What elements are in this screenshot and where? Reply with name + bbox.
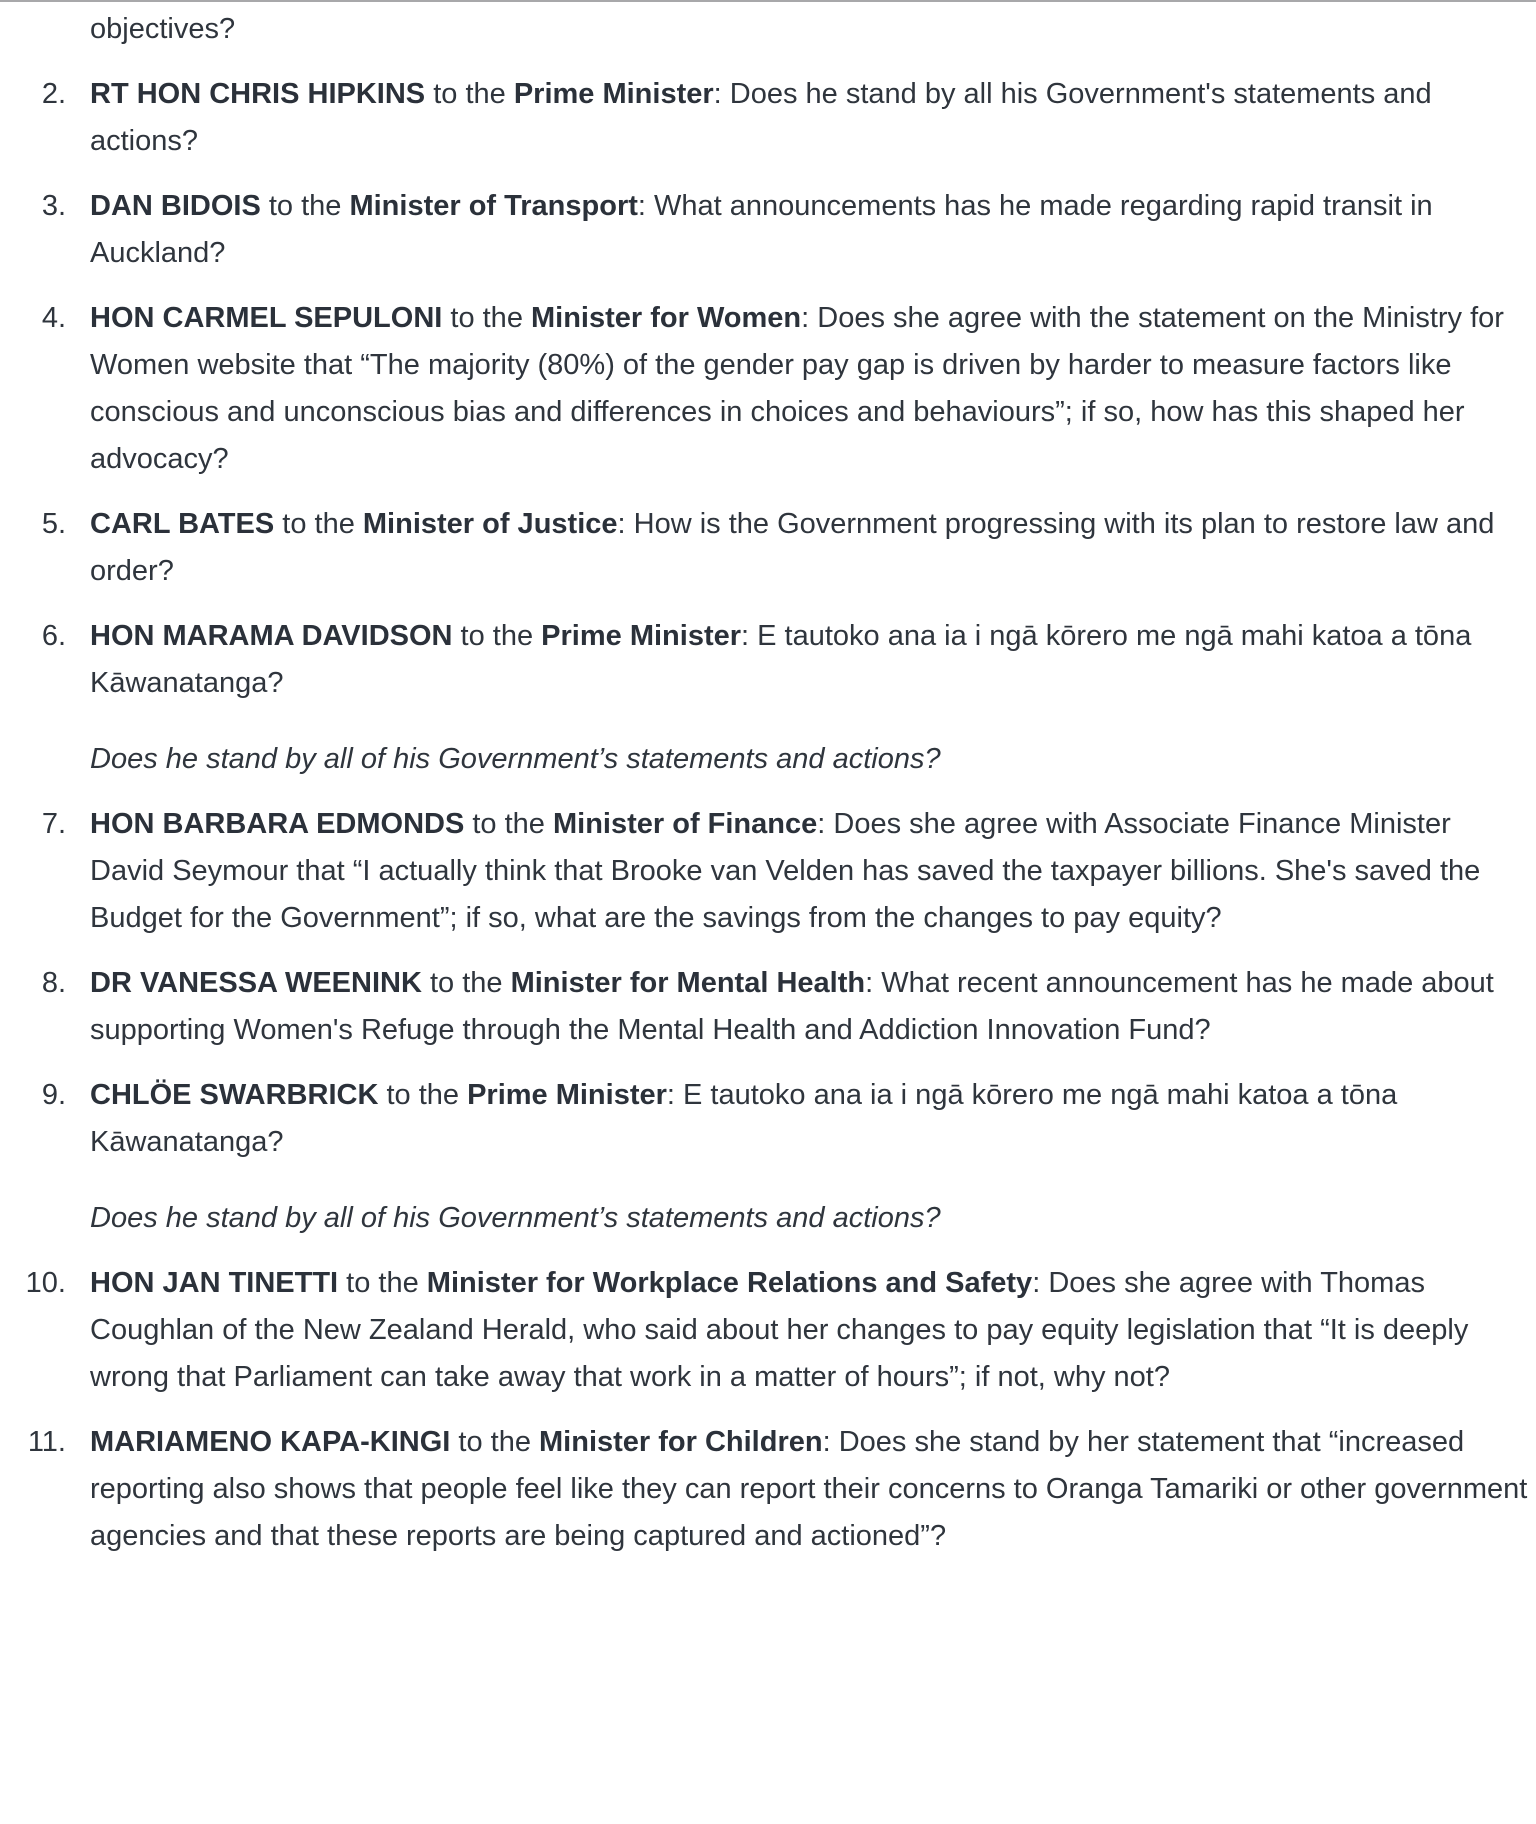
question-minister: Prime Minister bbox=[467, 1079, 667, 1111]
question-translation bbox=[90, 736, 1530, 783]
question-body: Does she stand by her statement that “increased reporting also shows that people feel like they can report their concerns to Oranga Tamariki or other government agencies and that these reports are being captured and actioned”? bbox=[90, 1426, 1528, 1552]
question-colon: : bbox=[822, 1426, 839, 1458]
question-number: 11. bbox=[27, 1426, 66, 1458]
top-divider bbox=[0, 0, 1536, 2]
question-asker: RT HON CHRIS HIPKINS bbox=[90, 78, 426, 110]
question-colon: : bbox=[637, 190, 655, 222]
question-item-6 bbox=[0, 613, 1536, 783]
question-colon: : bbox=[666, 1079, 684, 1111]
question-asker: HON JAN TINETTI bbox=[90, 1267, 339, 1299]
question-number: 4. bbox=[41, 302, 66, 334]
question-text bbox=[90, 1419, 1530, 1560]
question-colon: : bbox=[713, 78, 730, 110]
question-text bbox=[90, 801, 1530, 942]
question-number: 9. bbox=[41, 1079, 66, 1111]
question-body: E tautoko ana ia i ngā kōrero me ngā mahi katoa a tōna Kāwanatanga? bbox=[90, 1079, 1398, 1158]
question-asker: HON BARBARA EDMONDS bbox=[90, 808, 465, 840]
question-item-5 bbox=[0, 501, 1536, 595]
question-number: 8. bbox=[41, 967, 66, 999]
question-connector: to the bbox=[260, 190, 350, 222]
question-minister: Minister for Children bbox=[539, 1426, 823, 1458]
question-asker: MARIAMENO KAPA-KINGI bbox=[90, 1426, 451, 1458]
question-number: 10. bbox=[25, 1267, 66, 1299]
question-minister: Minister for Workplace Relations and Safety bbox=[426, 1267, 1033, 1299]
question-number: 7. bbox=[41, 808, 66, 840]
question-connector: to the bbox=[338, 1267, 427, 1299]
question-text bbox=[90, 295, 1530, 483]
question-connector: to the bbox=[274, 508, 363, 540]
question-item-1-continuation bbox=[0, 6, 1536, 53]
question-number: 3. bbox=[41, 190, 66, 222]
question-asker: DAN BIDOIS bbox=[90, 190, 261, 222]
question-minister: Prime Minister bbox=[541, 620, 742, 652]
question-asker: DR VANESSA WEENINK bbox=[90, 967, 422, 999]
question-connector: to the bbox=[425, 78, 514, 110]
question-body: What announcements has he made regarding rapid transit in Auckland? bbox=[90, 190, 1433, 269]
question-body: E tautoko ana ia i ngā kōrero me ngā mahi katoa a tōna Kāwanatanga? bbox=[90, 620, 1472, 699]
question-text bbox=[90, 1072, 1530, 1166]
question-body: objectives? bbox=[90, 13, 236, 45]
question-body: Does she agree with Thomas Coughlan of the New Zealand Herald, who said about her changes to pay equity legislation that “It is deeply wrong that Parliament can take away that work in a matter of hours”; if not, why not? bbox=[90, 1267, 1469, 1393]
question-body: Does she agree with the statement on the Ministry for Women website that “The majority (80%) of the gender pay gap is driven by harder to measure factors like conscious and unconscious bias and differences in choices and behaviours”; if so, how has this shaped her advocacy? bbox=[90, 302, 1504, 475]
question-minister: Minister of Justice bbox=[362, 508, 618, 540]
question-connector: to the bbox=[450, 1426, 540, 1458]
question-body: How is the Government progressing with its plan to restore law and order? bbox=[90, 508, 1495, 587]
question-colon: : bbox=[741, 620, 758, 652]
question-asker: CARL BATES bbox=[90, 508, 275, 540]
question-item-3 bbox=[0, 183, 1536, 277]
question-connector: to the bbox=[464, 808, 553, 840]
question-item-8 bbox=[0, 960, 1536, 1054]
question-asker: HON MARAMA DAVIDSON bbox=[90, 620, 453, 652]
question-item-9 bbox=[0, 1072, 1536, 1242]
question-minister: Minister for Mental Health bbox=[510, 967, 866, 999]
question-minister: Minister of Finance bbox=[552, 808, 818, 840]
question-item-10 bbox=[0, 1260, 1536, 1401]
question-colon: : bbox=[865, 967, 882, 999]
question-connector: to the bbox=[452, 620, 542, 652]
question-colon: : bbox=[1032, 1267, 1049, 1299]
question-body: What recent announcement has he made about supporting Women's Refuge through the Mental Health and Addiction Innovation Fund? bbox=[90, 967, 1494, 1046]
question-connector: to the bbox=[442, 302, 531, 334]
question-colon: : bbox=[617, 508, 634, 540]
question-colon: : bbox=[817, 808, 834, 840]
question-text bbox=[90, 501, 1530, 595]
question-text bbox=[90, 613, 1530, 707]
question-text bbox=[90, 71, 1530, 165]
question-translation bbox=[90, 1195, 1530, 1242]
question-minister: Minister for Women bbox=[531, 302, 802, 334]
question-minister: Minister of Transport bbox=[349, 190, 638, 222]
question-translation-text: Does he stand by all of his Government’s statements and actions? bbox=[90, 1202, 941, 1234]
question-connector: to the bbox=[421, 967, 511, 999]
question-text bbox=[90, 183, 1530, 277]
question-body: Does she agree with Associate Finance Minister David Seymour that “I actually think that Brooke van Velden has saved the taxpayer billions. She's saved the Budget for the Government”; if so, what are the savings from the changes to pay equity? bbox=[90, 808, 1481, 934]
question-text bbox=[90, 960, 1530, 1054]
question-item-2 bbox=[0, 71, 1536, 165]
question-text bbox=[90, 6, 1530, 53]
question-asker: HON CARMEL SEPULONI bbox=[90, 302, 443, 334]
question-number: 5. bbox=[41, 508, 66, 540]
question-minister: Prime Minister bbox=[513, 78, 714, 110]
question-item-4 bbox=[0, 295, 1536, 483]
question-number: 2. bbox=[41, 78, 66, 110]
question-translation-text: Does he stand by all of his Government’s statements and actions? bbox=[90, 743, 941, 775]
question-body: Does he stand by all his Government's statements and actions? bbox=[90, 78, 1432, 157]
question-item-11 bbox=[0, 1419, 1536, 1560]
question-asker: CHLÖE SWARBRICK bbox=[90, 1079, 379, 1111]
question-number: 6. bbox=[41, 620, 66, 652]
question-colon: : bbox=[801, 302, 818, 334]
question-connector: to the bbox=[378, 1079, 468, 1111]
question-text bbox=[90, 1260, 1530, 1401]
question-item-7 bbox=[0, 801, 1536, 942]
